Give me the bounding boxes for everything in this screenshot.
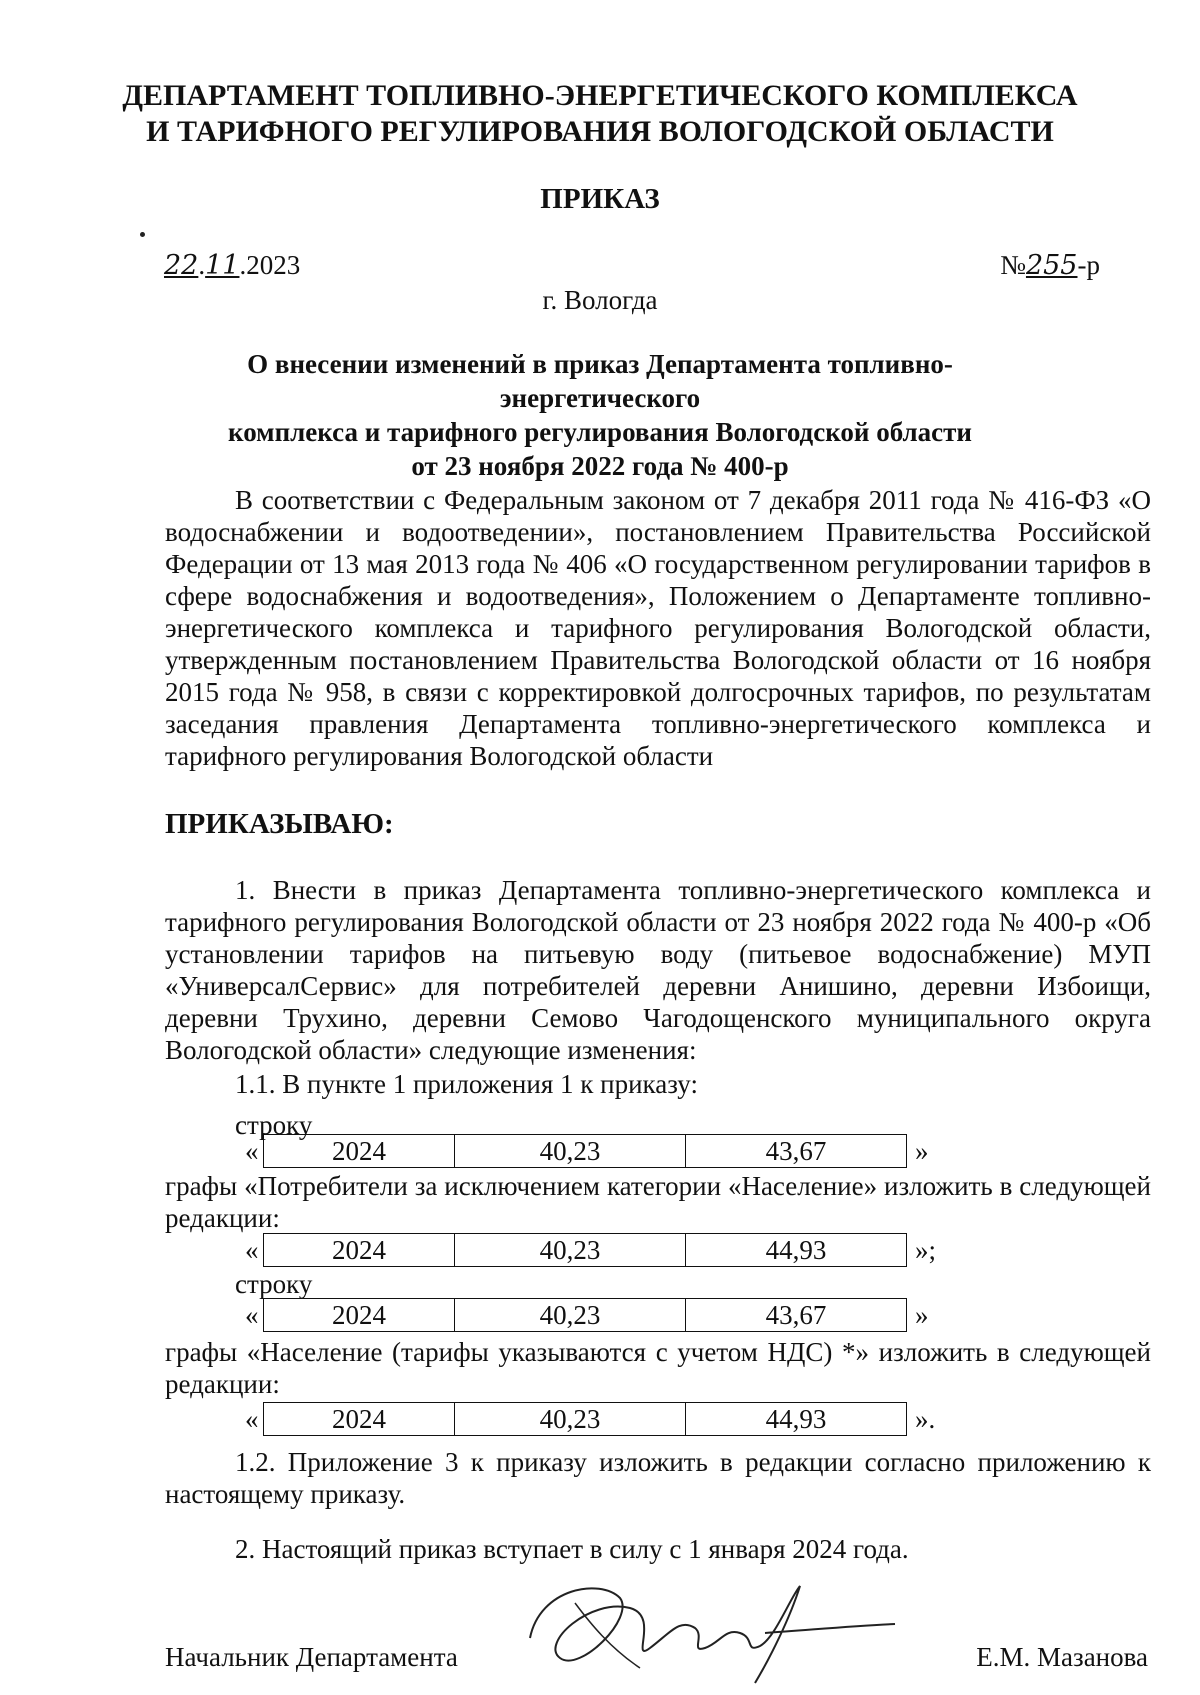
document-date: 22.11.2023 xyxy=(164,250,301,281)
quote-close: » xyxy=(915,1136,929,1166)
item-1-paragraph: 1. Внести в приказ Департамента топливно-энергетического комплекса и тарифного регулирования Вологодской области от 23 ноября 2022 года № 400-р «Об установлении тарифов на питьевую воду (питьевое водоснабжение) МУП «УниверсалСервис» для потребителей деревни Анишино, деревни Избоищи, деревни Трухино, деревни Семово Чагодощенского муниципального округа Вологодской области» следующие изменения: xyxy=(165,875,1151,1065)
subject-line-1: О внесении изменений в приказ Департамента топливно-энергетического xyxy=(247,349,953,413)
tariff-cells xyxy=(263,1134,907,1168)
cell-value-1: 40,23 xyxy=(455,1299,686,1331)
signatory-name: Е.М. Мазанова xyxy=(976,1642,1148,1672)
row-word-2: строку xyxy=(235,1269,313,1299)
row-word-1: строку xyxy=(235,1110,313,1140)
subject-line-3: от 23 ноября 2022 года № 400-р xyxy=(411,451,789,481)
cell-year: 2024 xyxy=(264,1135,455,1167)
signatory-role: Начальник Департамента xyxy=(165,1642,458,1672)
date-day: 22 xyxy=(164,250,199,281)
org-line-1: ДЕПАРТАМЕНТ ТОПЛИВНО-ЭНЕРГЕТИЧЕСКОГО КОМПЛЕКСА xyxy=(122,79,1078,112)
quote-open: « xyxy=(245,1235,259,1265)
organization-header xyxy=(0,78,1200,150)
cell-value-1: 40,23 xyxy=(455,1403,686,1435)
item-1-1: 1.1. В пункте 1 приложения 1 к приказу: xyxy=(235,1069,698,1099)
quote-open: « xyxy=(245,1136,259,1166)
date-year: .2023 xyxy=(239,250,301,280)
item-2: 2. Настоящий приказ вступает в силу с 1 января 2024 года. xyxy=(235,1534,909,1564)
cell-value-2: 43,67 xyxy=(765,1136,827,1166)
subject-line-2: комплекса и тарифного регулирования Вологодской области xyxy=(228,417,972,447)
cell-value-2: 44,93 xyxy=(765,1404,827,1434)
tariff-cells xyxy=(263,1298,907,1332)
preamble-paragraph: В соответствии с Федеральным законом от 7 декабря 2011 года № 416-ФЗ «О водоснабжении и водоотведении», постановлением Правительства Российской Федерации от 13 мая 2013 года № 406 «О государственном регулировании тарифов в сфере водоснабжения и водоотведения», Положением о Департаменте топливно-энергетического комплекса и тарифного регулирования Вологодской области, утвержденным постановлением Правительства Вологодской области от 16 ноября 2015 года № 958, в связи с корректировкой долгосрочных тарифов, по результатам заседания правления Департамента топливно-энергетического комплекса и тарифного регулирования Вологодской области xyxy=(165,485,1151,771)
number-prefix: № xyxy=(1000,250,1026,280)
item-1-2-paragraph: 1.2. Приложение 3 к приказу изложить в редакции согласно приложению к настоящему приказу. xyxy=(165,1447,1151,1509)
quote-close: » xyxy=(915,1300,929,1330)
tariff-cells xyxy=(263,1233,907,1267)
cell-year: 2024 xyxy=(264,1234,455,1266)
cell-value-2: 43,67 xyxy=(765,1300,827,1330)
quote-close: ». xyxy=(915,1404,936,1434)
document-type: ПРИКАЗ xyxy=(540,183,660,215)
signature-image xyxy=(520,1578,900,1688)
number-suffix: -р xyxy=(1077,250,1100,280)
graph-1-text: графы «Потребители за исключением категории «Население» изложить в следующей редакции: xyxy=(165,1171,1151,1233)
cell-value-1: 40,23 xyxy=(455,1135,686,1167)
date-month: 11 xyxy=(205,250,240,281)
cell-year: 2024 xyxy=(264,1299,455,1331)
city: г. Вологда xyxy=(542,285,658,315)
scan-dot xyxy=(140,232,145,237)
graph-2-text: графы «Население (тарифы указываются с учетом НДС) *» изложить в следующей редакции: xyxy=(165,1337,1151,1399)
number-value: 255 xyxy=(1025,250,1078,281)
cell-value-1: 40,23 xyxy=(455,1234,686,1266)
quote-open: « xyxy=(245,1300,259,1330)
tariff-cells xyxy=(263,1402,907,1436)
quote-close: »; xyxy=(915,1235,937,1265)
document-subject xyxy=(150,347,1050,483)
order-heading: ПРИКАЗЫВАЮ: xyxy=(165,808,394,840)
cell-year: 2024 xyxy=(264,1403,455,1435)
document-number xyxy=(1000,250,1100,281)
quote-open: « xyxy=(245,1404,259,1434)
cell-value-2: 44,93 xyxy=(765,1235,827,1265)
org-line-2: И ТАРИФНОГО РЕГУЛИРОВАНИЯ ВОЛОГОДСКОЙ ОБЛАСТИ xyxy=(146,115,1054,148)
